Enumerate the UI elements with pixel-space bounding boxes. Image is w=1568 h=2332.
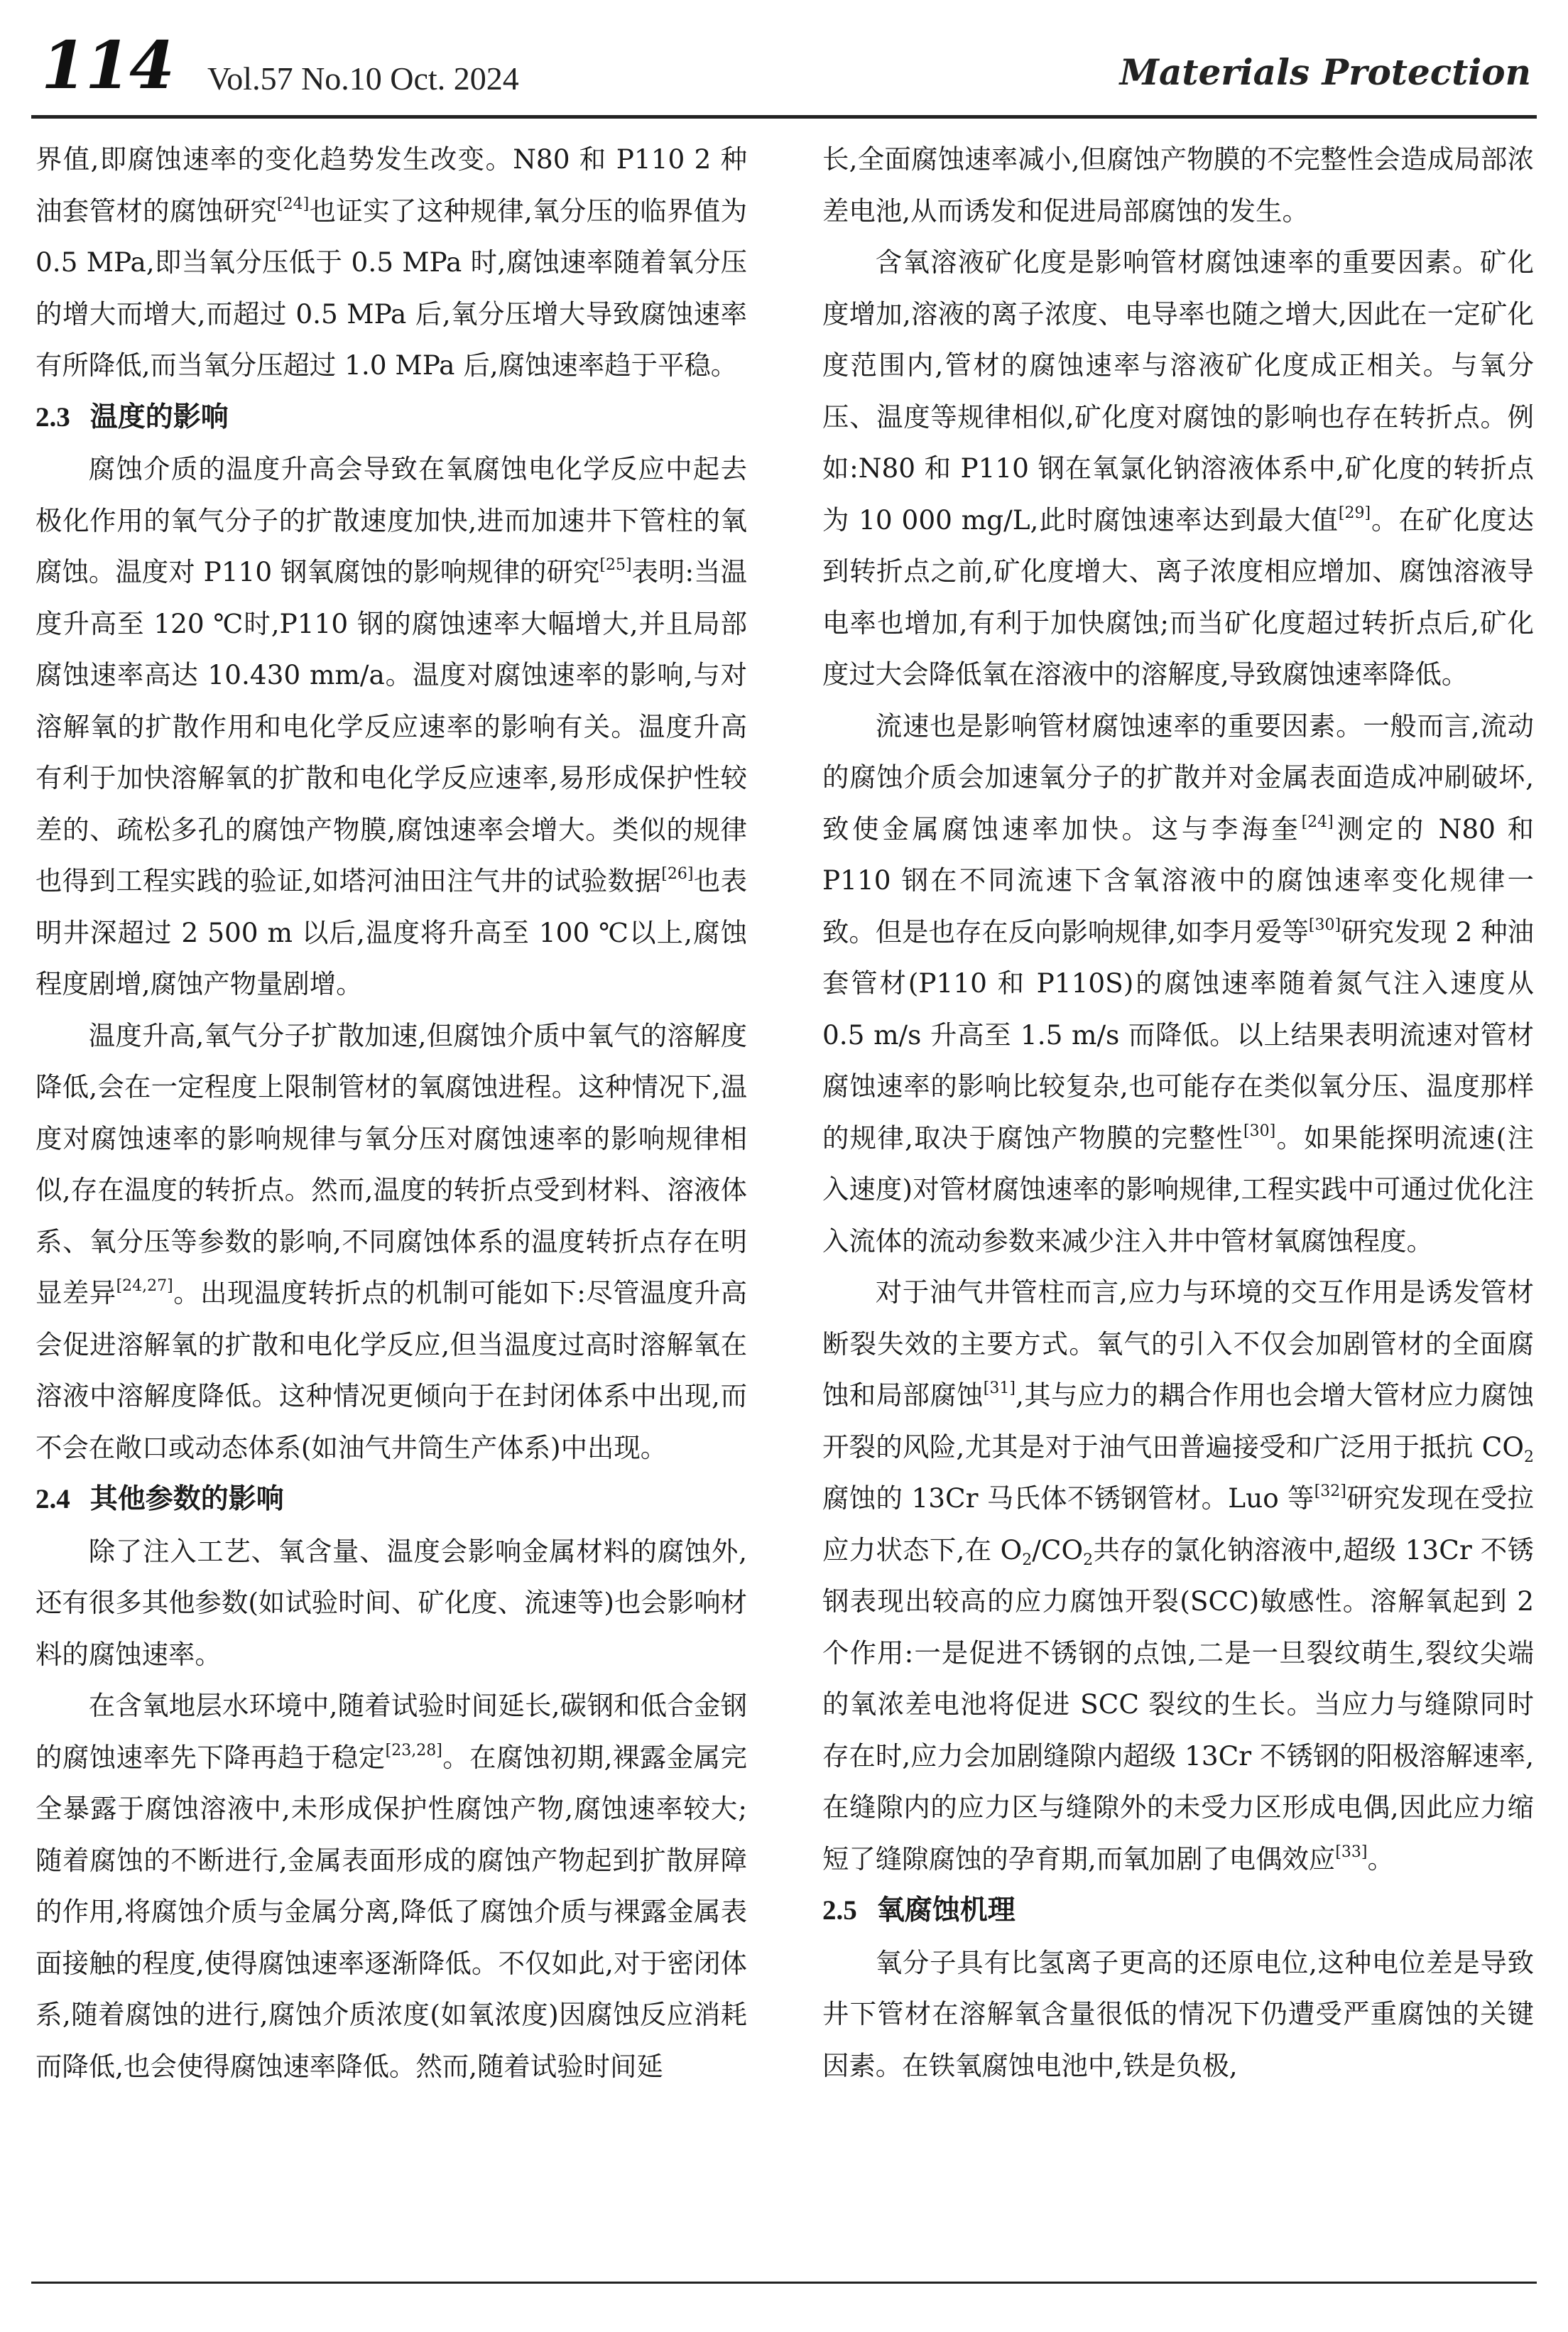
paragraph-text: 氧分子具有比氢离子更高的还原电位,这种电位差是导致井下管材在溶解氧含量很低的情况下仍遭受严重腐蚀的关键因素。在铁氧腐蚀电池中,铁是负极,: [822, 1946, 1534, 2081]
paragraph: [36, 1526, 747, 1681]
paragraph: [822, 1937, 1534, 2092]
paragraph: [822, 134, 1534, 237]
paragraph: [822, 237, 1534, 700]
citation: [24,27]: [116, 1277, 173, 1295]
paragraph-text: 长,全面腐蚀速率减小,但腐蚀产物膜的不完整性会造成局部浓差电池,从而诱发和促进局部腐蚀的发生。: [822, 143, 1534, 227]
journal-issue: Vol.57 No.10 Oct. 2024: [207, 60, 519, 97]
citation: [26]: [661, 865, 694, 883]
citation: [25]: [599, 556, 632, 574]
citation: [30]: [1308, 916, 1341, 934]
section-heading-2-3: 2.3 温度的影响: [36, 400, 229, 433]
page-number: 114: [41, 27, 174, 104]
section-heading-2-5: 2.5 氧腐蚀机理: [822, 1894, 1016, 1926]
paragraph-text: 温度升高,氧气分子扩散加速,但腐蚀介质中氧气的溶解度降低,会在一定程度上限制管材的氧腐蚀进程。这种情况下,温度对腐蚀速率的影响规律与氧分压对腐蚀速率的影响规律相似,存在温度的转折点。然而,温度的转折点受到材料、溶液体系、氧分压等参数的影响,不同腐蚀体系的温度转折点存在明显差异[24,27]。出现温度转折点的机制可能如下:尽管温度升高会促进溶解氧的扩散和电化学反应,但当温度过高时溶解氧在溶液中溶解度降低。这种情况更倾向于在封闭体系中出现,而不会在敞口或动态体系(如油气井筒生产体系)中出现。: [36, 1019, 747, 1463]
citation: [33]: [1335, 1843, 1368, 1861]
paragraph-text: 腐蚀介质的温度升高会导致在氧腐蚀电化学反应中起去极化作用的氧气分子的扩散速度加快,进而加速井下管柱的氧腐蚀。温度对 P110 钢氧腐蚀的影响规律的研究[25]表明:当温度升高至 120 ℃时,P110 钢的腐蚀速率大幅增大,并且局部腐蚀速率高达 10.430 mm/a。温度对腐蚀速率的影响,与对溶解氧的扩散作用和电化学反应速率的影响有关。温度升高有利于加快溶解氧的扩散和电化学反应速率,易形成保护性较差的、疏松多孔的腐蚀产物膜,腐蚀速率会增大。类似的规律也得到工程实践的验证,如塔河油田注气井的试验数据[26]也表明井深超过 2 500 m 以后,温度将升高至 100 ℃以上,腐蚀程度剧增,腐蚀产物量剧增。: [36, 453, 747, 999]
page-header: [31, 28, 1537, 107]
paragraph: [36, 443, 747, 1010]
paragraph-text: 对于油气井管柱而言,应力与环境的交互作用是诱发管材断裂失效的主要方式。氧气的引入不仅会加剧管材的全面腐蚀和局部腐蚀[31],其与应力的耦合作用也会增大管材应力腐蚀开裂的风险,尤其是对于油气田普遍接受和广泛用于抵抗 $CO_2$腐蚀的 13Cr 马氏体不锈钢管材。Luo 等[32]研究发现在受拉应力状态下,在 $O_2/CO_2$共存的氯化钠溶液中,超级 13Cr 不锈钢表现出较高的应力腐蚀开裂(SCC)敏感性。溶解氧起到 2 个作用:一是促进不锈钢的点蚀,二是一旦裂纹萌生,裂纹尖端的氧浓差电池将促进 SCC 裂纹的生长。当应力与缝隙同时存在时,应力会加剧缝隙内超级 13Cr 不锈钢的阳极溶解速率,在缝隙内的应力区与缝隙外的未受力区形成电偶,因此应力缩短了缝隙腐蚀的孕育期,而氧加剧了电偶效应[33]。: [822, 1276, 1534, 1875]
paragraph-text: 界值,即腐蚀速率的变化趋势发生改变。N80 和 P110 2 种油套管材的腐蚀研究[24]也证实了这种规律,氧分压的临界值为 0.5 MPa,即当氧分压低于 0.5 MPa 时,腐蚀速率随着氧分压的增大而增大,而超过 0.5 MPa 后,氧分压增大导致腐蚀速率有所降低,而当氧分压超过 1.0 MPa 后,腐蚀速率趋于平稳。: [36, 143, 747, 381]
section-heading-2-4: 2.4 其他参数的影响: [36, 1482, 284, 1515]
paragraph: [36, 134, 747, 391]
citation: [23,28]: [385, 1741, 442, 1759]
paragraph-text: 流速也是影响管材腐蚀速率的重要因素。一般而言,流动的腐蚀介质会加速氧分子的扩散并对金属表面造成冲刷破坏,致使金属腐蚀速率加快。这与李海奎[24]测定的 N80 和 P110 钢在不同流速下含氧溶液中的腐蚀速率变化规律一致。但是也存在反向影响规律,如李月爱等[30]研究发现 2 种油套管材(P110 和 P110S)的腐蚀速率随着氮气注入速度从 0.5 m/s 升高至 1.5 m/s 而降低。以上结果表明流速对管材腐蚀速率的影响比较复杂,也可能存在类似氧分压、温度那样的规律,取决于腐蚀产物膜的完整性[30]。如果能探明流速(注入速度)对管材腐蚀速率的影响规律,工程实践中可通过优化注入流体的流动参数来减少注入井中管材氧腐蚀程度。: [822, 710, 1534, 1257]
citation: [24]: [277, 195, 310, 213]
footer-rule: [31, 2282, 1537, 2284]
citation: [29]: [1338, 504, 1371, 522]
paragraph-text: 除了注入工艺、氧含量、温度会影响金属材料的腐蚀外,还有很多其他参数(如试验时间、矿化度、流速等)也会影响材料的腐蚀速率。: [36, 1535, 747, 1670]
paragraph: [822, 1267, 1534, 1884]
paragraph: [822, 700, 1534, 1267]
paragraph-text: 在含氧地层水环境中,随着试验时间延长,碳钢和低合金钢的腐蚀速率先下降再趋于稳定[23,28]。在腐蚀初期,裸露金属完全暴露于腐蚀溶液中,未形成保护性腐蚀产物,腐蚀速率较大;随着腐蚀的不断进行,金属表面形成的腐蚀产物起到扩散屏障的作用,将腐蚀介质与金属分离,降低了腐蚀介质与裸露金属表面接触的程度,使得腐蚀速率逐渐降低。不仅如此,对于密闭体系,随着腐蚀的进行,腐蚀介质浓度(如氧浓度)因腐蚀反应消耗而降低,也会使得腐蚀速率降低。然而,随着试验时间延: [36, 1690, 747, 2082]
citation: [24]: [1301, 813, 1334, 831]
citation: [32]: [1314, 1482, 1346, 1500]
paragraph-text: 含氧溶液矿化度是影响管材腐蚀速率的重要因素。矿化度增加,溶液的离子浓度、电导率也随之增大,因此在一定矿化度范围内,管材的腐蚀速率与溶液矿化度成正相关。与氧分压、温度等规律相似,矿化度对腐蚀的影响也存在转折点。例如:N80 和 P110 钢在氧氯化钠溶液体系中,矿化度的转折点为 10 000 mg/L,此时腐蚀速率达到最大值[29]。在矿化度达到转折点之前,矿化度增大、离子浓度相应增加、腐蚀溶液导电率也增加,有利于加快腐蚀;而当矿化度超过转折点后,矿化度过大会降低氧在溶液中的溶解度,导致腐蚀速率降低。: [822, 246, 1534, 690]
left-column: [36, 134, 747, 2272]
citation: [31]: [983, 1379, 1016, 1397]
paragraph: [36, 1010, 747, 1474]
right-column: [822, 134, 1534, 2272]
citation: [30]: [1243, 1122, 1276, 1140]
paragraph: [36, 1680, 747, 2092]
journal-name: Materials Protection: [1119, 51, 1531, 93]
header-rule: [31, 115, 1537, 119]
